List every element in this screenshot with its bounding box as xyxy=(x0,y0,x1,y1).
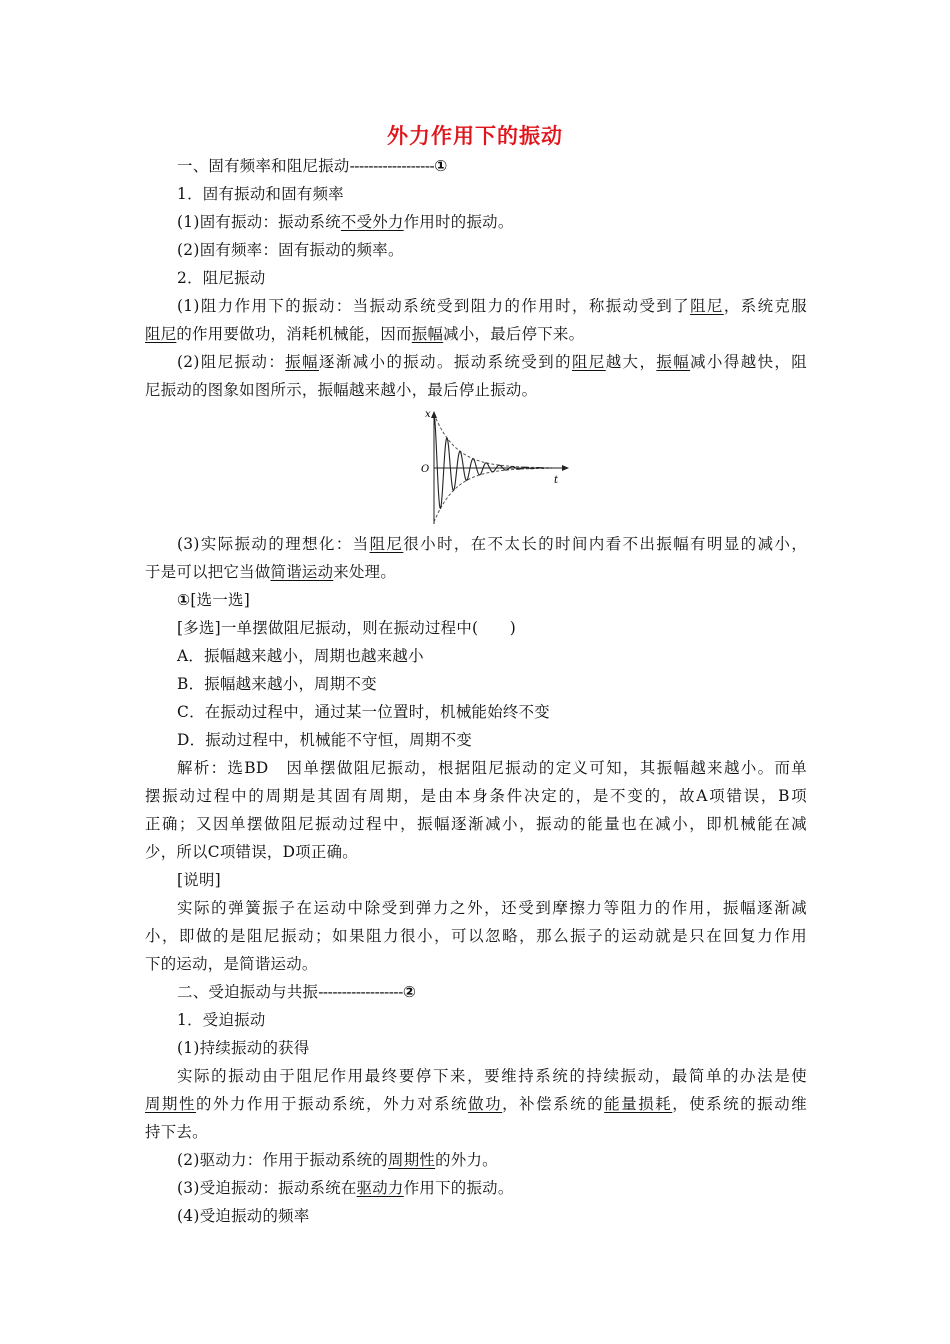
paragraph: 周期性的外力作用于振动系统，外力对系统做功，补偿系统的能量损耗，使系统的振动维 xyxy=(145,1095,807,1113)
subheading: 2．阻尼振动 xyxy=(177,269,266,287)
damped-oscillation-figure xyxy=(416,406,572,528)
answer-line: 少，所以C项错误，D项正确。 xyxy=(145,843,359,861)
answer-line: 正确；又因单摆做阻尼振动过程中，振幅逐渐减小，振动的能量也在减小，即机械能在减 xyxy=(145,815,807,833)
marker-1-icon: ① xyxy=(434,157,448,175)
paragraph: (4)受迫振动的频率 xyxy=(177,1207,310,1225)
x-axis-label: x xyxy=(425,409,431,420)
question-stem: [多选]一单摆做阻尼振动，则在振动过程中( ) xyxy=(177,619,517,637)
paragraph: (1)固有振动：振动系统不受外力作用时的振动。 xyxy=(177,213,514,231)
section-heading-1: 一、固有频率和阻尼振动------------------① xyxy=(177,157,448,175)
note-line: 小，即做的是阻尼振动；如果阻力很小，可以忽略，那么振子的运动就是只在回复力作用 xyxy=(145,927,807,945)
paragraph: 持下去。 xyxy=(145,1123,208,1141)
t-axis-label: t xyxy=(554,475,559,486)
option-b: B．振幅越来越小，周期不变 xyxy=(177,675,377,693)
paragraph: (1)阻力作用下的振动：当振动系统受到阻力的作用时，称振动受到了阻尼，系统克服 xyxy=(177,297,807,315)
subheading: (1)持续振动的获得 xyxy=(177,1039,310,1057)
section-heading-2: 二、受迫振动与共振------------------② xyxy=(177,983,417,1001)
option-d: D．振动过程中，机械能不守恒，周期不变 xyxy=(177,731,473,749)
upper-envelope xyxy=(434,414,552,468)
t-axis-arrow-icon xyxy=(562,465,569,471)
paragraph: 阻尼的作用要做功，消耗机械能，因而振幅减小，最后停下来。 xyxy=(145,325,585,343)
origin-label: O xyxy=(421,464,430,475)
page-title: 外力作用下的振动 xyxy=(387,124,563,148)
option-a: A．振幅越来越小，周期也越来越小 xyxy=(177,647,424,665)
subheading: 1．固有振动和固有频率 xyxy=(177,185,344,203)
paragraph: 尼振动的图象如图所示，振幅越来越小，最后停止振动。 xyxy=(145,381,538,399)
note-label: [说明] xyxy=(177,871,221,889)
option-c: C．在振动过程中，通过某一位置时，机械能始终不变 xyxy=(177,703,550,721)
answer-line: 解析：选BD 因单摆做阻尼振动，根据阻尼振动的定义可知，其振幅越来越小。而单 xyxy=(177,759,807,777)
marker-2-icon: ② xyxy=(402,983,417,1001)
paragraph: (3)实际振动的理想化：当阻尼很小时，在不太长的时间内看不出振幅有明显的减小， xyxy=(177,535,808,553)
paragraph: 于是可以把它当做简谐运动来处理。 xyxy=(145,563,397,581)
note-line: 下的运动，是简谐运动。 xyxy=(145,955,318,973)
lower-envelope xyxy=(434,468,552,522)
paragraph: (2)阻尼振动：振幅逐渐减小的振动。振动系统受到的阻尼越大，振幅减小得越快，阻 xyxy=(177,353,807,371)
answer-line: 摆振动过程中的周期是其固有周期，是由本身条件决定的，是不变的，故A项错误，B项 xyxy=(145,787,807,805)
paragraph: (2)驱动力：作用于振动系统的周期性的外力。 xyxy=(177,1151,498,1169)
exercise-heading: ①[选一选] xyxy=(177,591,251,609)
marker-1-icon: ① xyxy=(177,591,191,609)
subheading: 1．受迫振动 xyxy=(177,1011,266,1029)
paragraph: 实际的振动由于阻尼作用最终要停下来，要维持系统的持续振动，最简单的办法是使 xyxy=(177,1067,807,1085)
paragraph: (2)固有频率：固有振动的频率。 xyxy=(177,241,404,259)
note-line: 实际的弹簧振子在运动中除受到弹力之外，还受到摩擦力等阻力的作用，振幅逐渐减 xyxy=(177,899,807,917)
paragraph: (3)受迫振动：振动系统在驱动力作用下的振动。 xyxy=(177,1179,514,1197)
